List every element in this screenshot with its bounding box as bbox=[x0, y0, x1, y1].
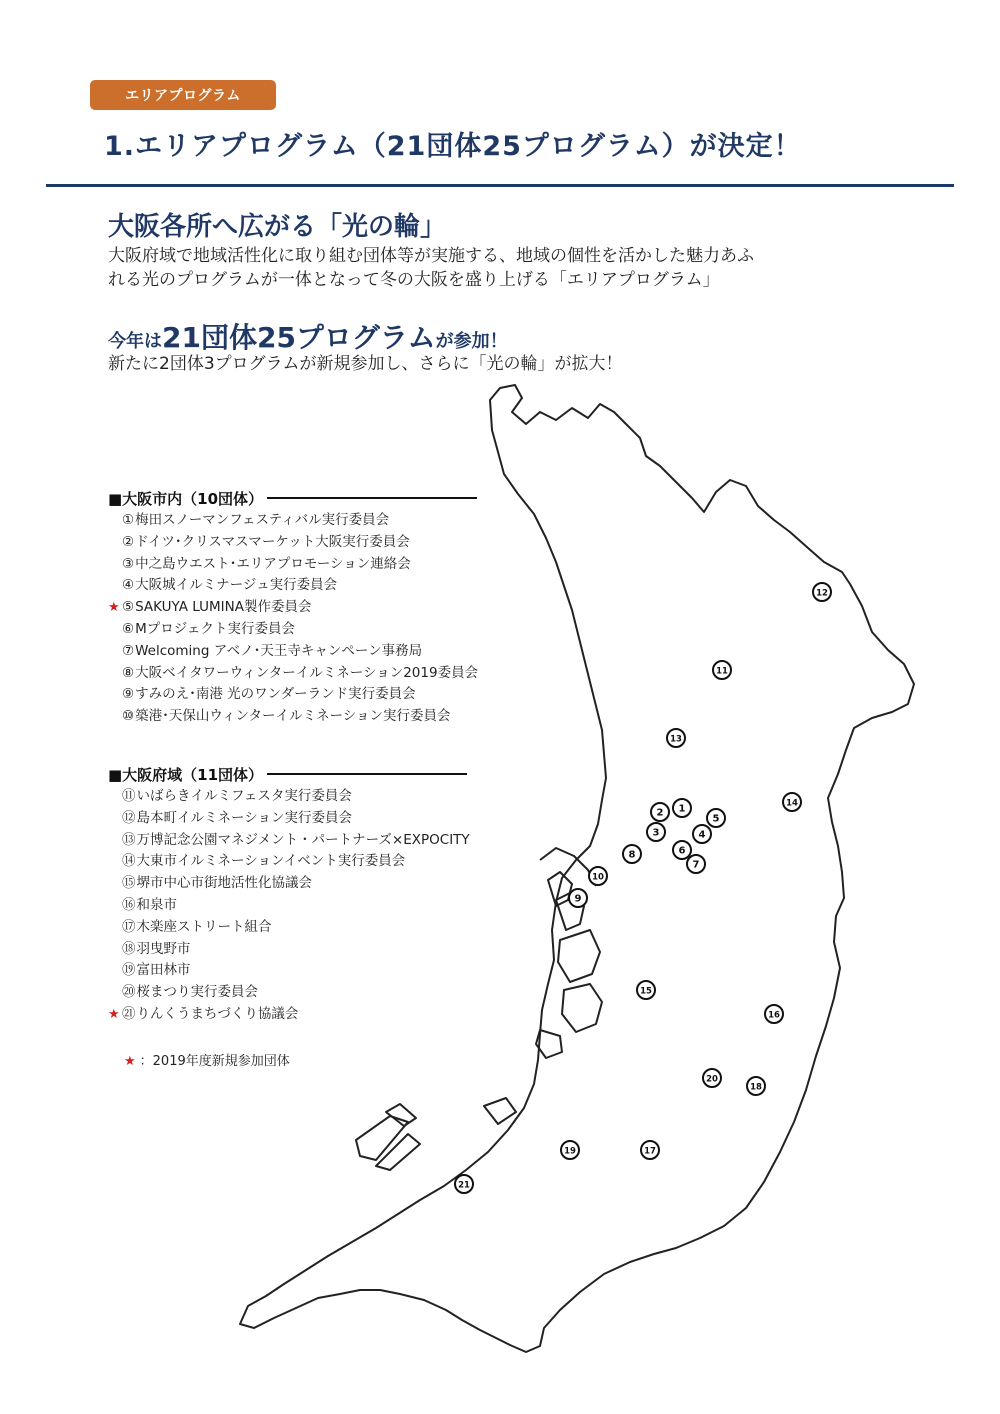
item-number: ⑮ bbox=[122, 875, 136, 892]
map-marker-label: 8 bbox=[628, 849, 636, 861]
port-island-3 bbox=[562, 984, 602, 1032]
map-marker-20 bbox=[703, 1069, 721, 1087]
port-pier-4 bbox=[386, 1104, 416, 1126]
map-marker-16 bbox=[765, 1005, 783, 1023]
map-marker-6 bbox=[673, 841, 691, 859]
legend-text: ：2019年度新規参加団体 bbox=[139, 1054, 290, 1069]
item-number: ⑥ bbox=[122, 620, 135, 637]
item-text: 堺市中心市街地活性化協議会 bbox=[136, 875, 312, 892]
map-marker-15 bbox=[637, 981, 655, 999]
map-marker-label: 1 bbox=[678, 803, 686, 815]
star-icon: ★ bbox=[108, 1006, 120, 1022]
map-marker-label: 12 bbox=[816, 588, 828, 599]
map-marker-1 bbox=[673, 799, 691, 817]
map-marker-label: 19 bbox=[564, 1146, 576, 1157]
list-item bbox=[108, 706, 528, 728]
map-marker-9 bbox=[569, 889, 587, 907]
map-marker-label: 15 bbox=[640, 986, 652, 997]
item-text: 富田林市 bbox=[136, 962, 191, 979]
heading-rule bbox=[267, 773, 467, 775]
osaka-city-heading-text: ■大阪市内（10団体） bbox=[108, 489, 264, 508]
item-number: ④ bbox=[122, 577, 135, 594]
item-number: ⑲ bbox=[122, 962, 136, 979]
list-item bbox=[108, 597, 528, 619]
map-marker-7 bbox=[687, 855, 705, 873]
list-item bbox=[108, 851, 528, 873]
list-item bbox=[108, 786, 528, 808]
map-marker-10 bbox=[589, 867, 607, 885]
item-number: ⑨ bbox=[122, 686, 135, 703]
map-marker-label: 10 bbox=[592, 872, 604, 883]
intro-paragraph-line-2: れる光のプログラムが一体となって冬の大阪を盛り上げる「エリアプログラム」 bbox=[108, 270, 720, 290]
list-item bbox=[108, 575, 528, 597]
osaka-city-list bbox=[108, 486, 528, 728]
map-marker-5 bbox=[707, 809, 725, 827]
list-item bbox=[108, 510, 528, 532]
list-item bbox=[108, 684, 528, 706]
star-icon: ★ bbox=[108, 600, 120, 616]
list-item bbox=[108, 619, 528, 641]
item-number: ⑬ bbox=[122, 831, 136, 848]
list-item bbox=[108, 554, 528, 576]
map-marker-label: 7 bbox=[692, 859, 700, 871]
list-item bbox=[108, 982, 528, 1004]
map-marker-17 bbox=[641, 1141, 659, 1159]
heading-rule bbox=[267, 497, 477, 499]
item-number: ㉑ bbox=[122, 1005, 136, 1022]
item-text: ドイツ･クリスマスマーケット大阪実行委員会 bbox=[135, 533, 410, 550]
item-number: ⑤ bbox=[122, 599, 135, 616]
map-marker-label: 3 bbox=[652, 827, 660, 839]
item-text: 島本町イルミネーション実行委員会 bbox=[136, 809, 352, 826]
item-text: 中之島ウエスト･エリアプロモーション連絡会 bbox=[135, 555, 411, 572]
osaka-pref-list bbox=[108, 762, 528, 1026]
star-icon: ★ bbox=[124, 1054, 136, 1069]
item-text: 大阪ベイタワーウィンターイルミネーション2019委員会 bbox=[135, 664, 479, 681]
item-number: ③ bbox=[122, 555, 135, 572]
item-text: 梅田スノーマンフェスティバル実行委員会 bbox=[135, 512, 390, 528]
item-text: りんくうまちづくり協議会 bbox=[136, 1005, 299, 1022]
count-suffix: が参加！ bbox=[435, 331, 508, 352]
map-marker-12 bbox=[813, 583, 831, 601]
item-text: SAKUYA LUMINA製作委員会 bbox=[135, 599, 312, 616]
map-marker-label: 14 bbox=[786, 798, 798, 809]
list-item bbox=[108, 830, 528, 852]
map-marker-label: 5 bbox=[712, 813, 720, 825]
osaka-pref-heading bbox=[108, 762, 528, 786]
map-marker-label: 11 bbox=[716, 666, 728, 677]
list-item bbox=[108, 641, 528, 663]
map-marker-21 bbox=[455, 1175, 473, 1193]
map-marker-4 bbox=[693, 825, 711, 843]
item-number: ② bbox=[122, 533, 135, 550]
item-text: 桜まつり実行委員会 bbox=[136, 984, 258, 1001]
item-number: ⑰ bbox=[122, 918, 136, 935]
item-text: すみのえ･南港 光のワンダーランド実行委員会 bbox=[135, 686, 416, 703]
new-participants-line: 新たに2団体3プログラムが新規参加し、さらに「光の輪」が拡大！ bbox=[108, 354, 623, 374]
count-main: 21団体25プログラム bbox=[162, 321, 436, 354]
list-item bbox=[108, 917, 528, 939]
list-item bbox=[108, 663, 528, 685]
page-title: 1.エリアプログラム（21団体25プログラム）が決定！ bbox=[104, 131, 802, 162]
item-text: 和泉市 bbox=[136, 896, 177, 913]
map-marker-13 bbox=[667, 729, 685, 747]
list-item bbox=[108, 895, 528, 917]
item-text: 築港･天保山ウィンターイルミネーション実行委員会 bbox=[135, 708, 451, 725]
map-marker-19 bbox=[561, 1141, 579, 1159]
item-number: ⑱ bbox=[122, 940, 136, 957]
item-number: ① bbox=[122, 512, 135, 528]
map-marker-label: 17 bbox=[644, 1146, 656, 1157]
map-marker-label: 9 bbox=[574, 893, 582, 905]
list-item bbox=[108, 939, 528, 961]
intro-paragraph-line-1: 大阪府域で地域活性化に取り組む団体等が実施する、地域の個性を活かした魅力あふ bbox=[108, 246, 754, 266]
item-number: ⑩ bbox=[122, 708, 135, 725]
port-pier-1 bbox=[484, 1098, 516, 1124]
item-text: 羽曳野市 bbox=[136, 940, 191, 957]
item-text: 大東市イルミネーションイベント実行委員会 bbox=[136, 853, 406, 870]
map-marker-label: 18 bbox=[750, 1082, 762, 1093]
item-text: Welcoming アベノ･天王寺キャンペーン事務局 bbox=[135, 642, 423, 659]
map-marker-3 bbox=[647, 823, 665, 841]
osaka-city-items bbox=[108, 510, 528, 728]
map-marker-2 bbox=[651, 803, 669, 821]
map-marker-label: 21 bbox=[458, 1180, 470, 1191]
map-marker-label: 20 bbox=[706, 1074, 718, 1085]
section-subhead: 大阪各所へ広がる「光の輪」 bbox=[108, 212, 447, 242]
item-number: ⑫ bbox=[122, 809, 136, 826]
osaka-city-heading bbox=[108, 486, 528, 510]
legend bbox=[124, 1050, 290, 1069]
map-marker-label: 13 bbox=[670, 734, 682, 745]
list-item bbox=[108, 808, 528, 830]
osaka-pref-items bbox=[108, 786, 528, 1026]
item-text: Mプロジェクト実行委員会 bbox=[135, 620, 295, 637]
item-text: いばらきイルミフェスタ実行委員会 bbox=[136, 788, 352, 804]
item-number: ⑯ bbox=[122, 896, 136, 913]
osaka-pref-heading-text: ■大阪府域（11団体） bbox=[108, 765, 264, 784]
item-number: ⑧ bbox=[122, 664, 135, 681]
list-item bbox=[108, 960, 528, 982]
item-number: ⑳ bbox=[122, 984, 136, 1001]
map-marker-11 bbox=[713, 661, 731, 679]
map-marker-label: 4 bbox=[698, 829, 706, 841]
map-marker-8 bbox=[623, 845, 641, 863]
item-text: 大阪城イルミナージュ実行委員会 bbox=[135, 577, 338, 594]
map-marker-18 bbox=[747, 1077, 765, 1095]
list-item bbox=[108, 532, 528, 554]
item-number: ⑭ bbox=[122, 853, 136, 870]
map-marker-14 bbox=[783, 793, 801, 811]
item-number: ⑦ bbox=[122, 642, 135, 659]
item-text: 木楽座ストリート組合 bbox=[136, 918, 272, 935]
map-marker-label: 2 bbox=[656, 807, 664, 819]
map-marker-label: 6 bbox=[678, 845, 686, 857]
port-island-2 bbox=[558, 930, 600, 982]
item-number: ⑪ bbox=[122, 788, 136, 804]
list-item bbox=[108, 873, 528, 895]
map-marker-label: 16 bbox=[768, 1010, 780, 1021]
count-prefix: 今年は bbox=[108, 331, 162, 352]
section-tag: エリアプログラム bbox=[90, 80, 276, 110]
item-text: 万博記念公園マネジメント・パートナーズ×EXPOCITY bbox=[136, 831, 470, 848]
list-item bbox=[108, 1004, 528, 1026]
